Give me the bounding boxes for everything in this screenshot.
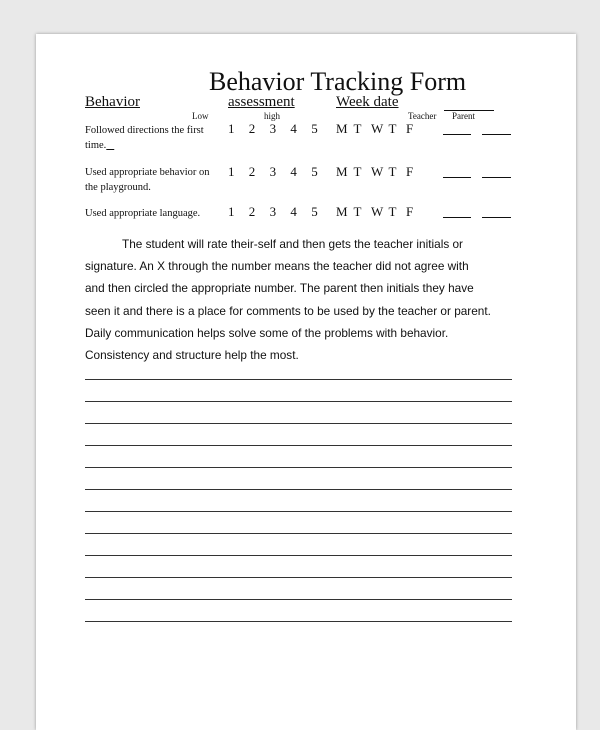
rating-2[interactable]: 2 <box>248 164 256 179</box>
comment-line-1[interactable] <box>85 379 512 380</box>
behavior-header: Behavior <box>85 94 140 110</box>
day-m: M <box>336 164 348 179</box>
day-t: T <box>353 121 362 136</box>
day-t: T <box>353 164 362 179</box>
comment-line-3[interactable] <box>85 423 512 424</box>
week-date-header: Week date <box>336 94 399 110</box>
parent-label: Parent <box>452 111 475 121</box>
day-w: W <box>371 164 384 179</box>
behavior-row-2-label: Used appropriate behavior on the playground. <box>85 167 210 193</box>
day-w: W <box>371 121 384 136</box>
comment-line-7[interactable] <box>85 511 512 512</box>
instructions-line: seen it and there is a place for comments to be used by the teacher or parent. <box>85 303 491 318</box>
instructions-line: Daily communication helps solve some of the problems with behavior. <box>85 325 449 340</box>
instructions-line: and then circled the appropriate number. The parent then initials they have <box>85 281 474 296</box>
parent-initial-field-1[interactable] <box>482 134 511 135</box>
instructions-line: Consistency and structure help the most. <box>85 348 299 363</box>
rating-1[interactable]: 1 <box>228 204 235 219</box>
rating-scale-row-1[interactable] <box>228 121 332 137</box>
rating-scale-row-3[interactable] <box>228 204 332 220</box>
rating-1[interactable]: 1 <box>228 164 235 179</box>
document-page <box>36 34 576 730</box>
rating-4[interactable]: 4 <box>290 204 297 219</box>
behavior-row-3-label: Used appropriate language. <box>85 208 201 219</box>
comment-line-9[interactable] <box>85 555 512 556</box>
rating-3[interactable]: 3 <box>269 204 277 219</box>
teacher-initial-field-1[interactable] <box>443 134 471 135</box>
high-label: high <box>264 111 281 121</box>
comment-line-11[interactable] <box>85 599 512 600</box>
day-m: M <box>336 121 348 136</box>
day-f: F <box>406 164 414 179</box>
day-t: T <box>388 204 397 219</box>
rating-4[interactable]: 4 <box>290 121 297 136</box>
day-t: T <box>388 164 397 179</box>
assessment-header: assessment <box>228 94 295 110</box>
day-f: F <box>406 121 414 136</box>
rating-5[interactable]: 5 <box>311 121 318 136</box>
rating-4[interactable]: 4 <box>290 164 297 179</box>
day-m: M <box>336 204 348 219</box>
teacher-label: Teacher <box>408 111 437 121</box>
rating-3[interactable]: 3 <box>269 121 277 136</box>
instructions-paragraph <box>85 233 525 366</box>
weekday-row-3 <box>336 204 424 220</box>
day-t: T <box>353 204 362 219</box>
day-t: T <box>388 121 397 136</box>
parent-initial-field-2[interactable] <box>482 177 511 178</box>
behavior-row-1-label: Followed directions the first time. _ <box>85 125 204 151</box>
day-f: F <box>406 204 414 219</box>
form-title: Behavior Tracking Form <box>209 67 467 96</box>
parent-initial-field-3[interactable] <box>482 217 511 218</box>
comment-line-8[interactable] <box>85 533 512 534</box>
instructions-line: signature. An X through the number means the teacher did not agree with <box>85 259 469 274</box>
low-label: Low <box>192 111 209 121</box>
weekday-row-1 <box>336 121 424 137</box>
rating-2[interactable]: 2 <box>248 121 256 136</box>
rating-3[interactable]: 3 <box>269 164 277 179</box>
rating-2[interactable]: 2 <box>248 204 256 219</box>
rating-5[interactable]: 5 <box>311 204 318 219</box>
comment-line-12[interactable] <box>85 621 512 622</box>
rating-5[interactable]: 5 <box>311 164 318 179</box>
instructions-line: The student will rate their-self and then gets the teacher initials or <box>122 237 463 251</box>
comment-line-6[interactable] <box>85 489 512 490</box>
comment-line-2[interactable] <box>85 401 512 402</box>
teacher-initial-field-3[interactable] <box>443 217 471 218</box>
comment-line-5[interactable] <box>85 467 512 468</box>
teacher-initial-field-2[interactable] <box>443 177 471 178</box>
rating-scale-row-2[interactable] <box>228 164 332 180</box>
day-w: W <box>371 204 384 219</box>
rating-1[interactable]: 1 <box>228 121 235 136</box>
comment-line-4[interactable] <box>85 445 512 446</box>
comment-line-10[interactable] <box>85 577 512 578</box>
weekday-row-2 <box>336 164 424 180</box>
